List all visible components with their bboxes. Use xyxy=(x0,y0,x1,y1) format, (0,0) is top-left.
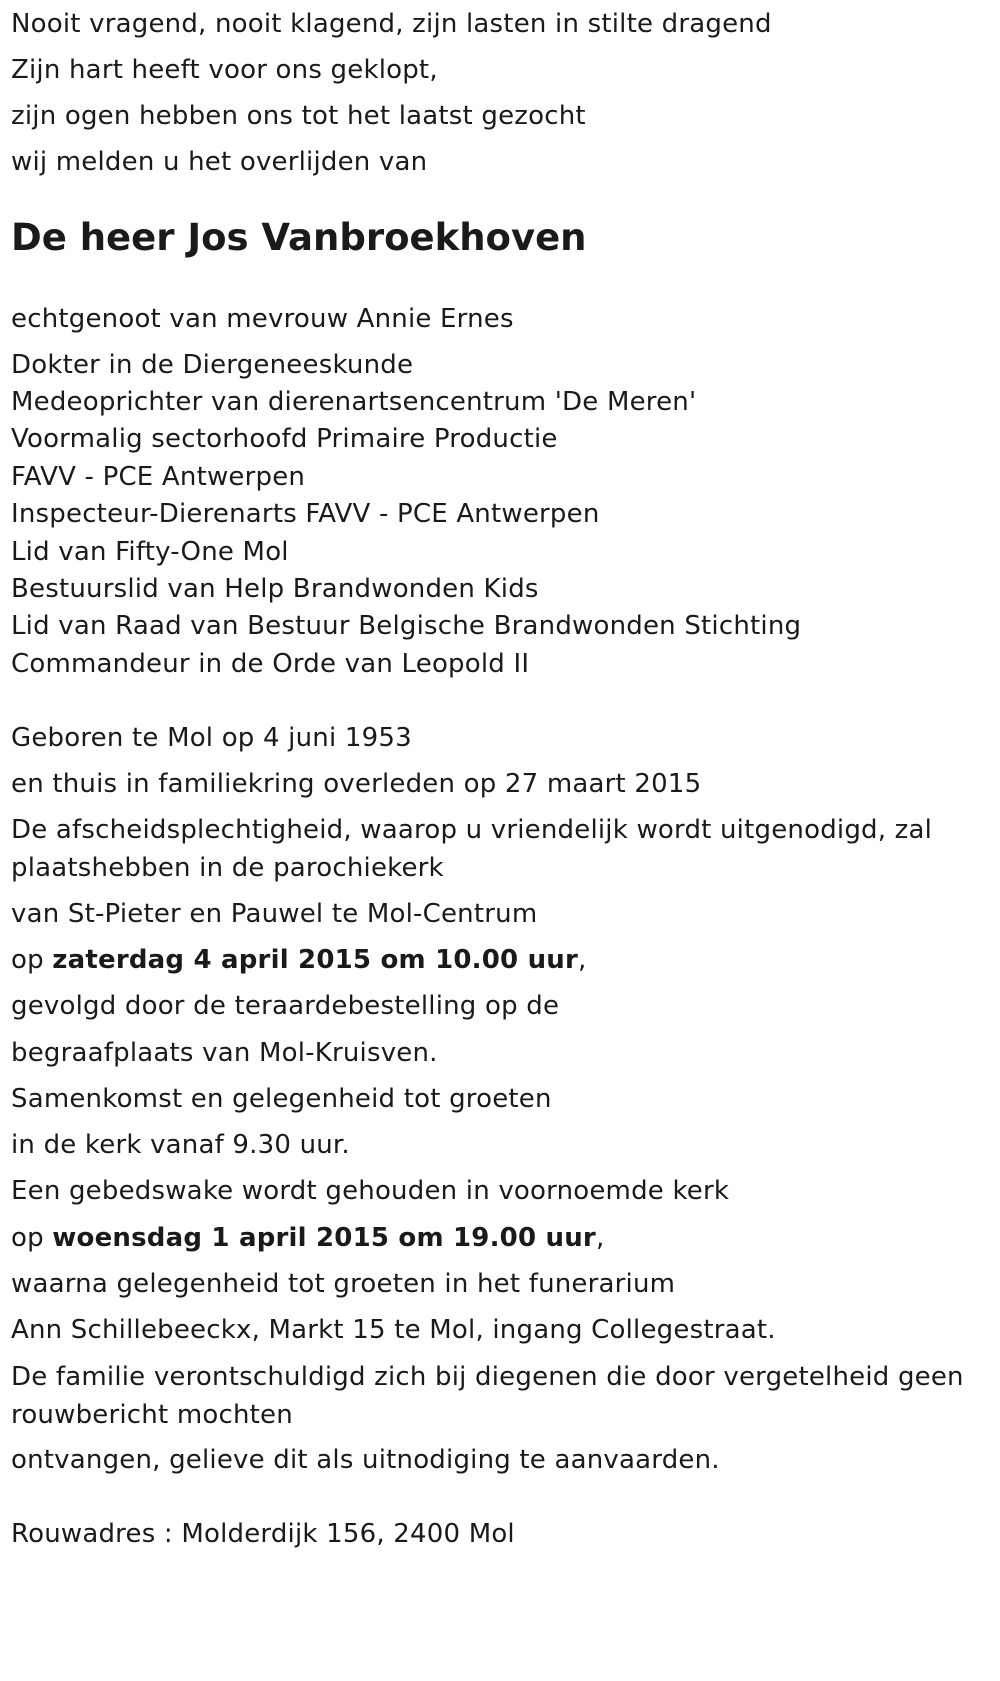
vigil-date-prefix: op xyxy=(11,1223,53,1253)
burial-line-2: begraafplaats van Mol-Kruisven. xyxy=(11,1038,438,1068)
vigil-after-1: waarna gelegenheid tot groeten in het funerarium xyxy=(11,1269,676,1299)
burial-line-1: gevolgd door de teraardebestelling op de xyxy=(11,991,560,1021)
ceremony-date-prefix: op xyxy=(11,945,53,975)
ceremony-date-suffix: , xyxy=(578,945,587,975)
born-line: Geboren te Mol op 4 juni 1953 xyxy=(11,723,412,753)
title-line-9: Commandeur in de Orde van Leopold II xyxy=(11,649,530,679)
intro-line-2: Zijn hart heeft voor ons geklopt, xyxy=(11,55,438,85)
deceased-name: De heer Jos Vanbroekhoven xyxy=(11,216,587,259)
ceremony-date: zaterdag 4 april 2015 om 10.00 uur xyxy=(52,945,579,975)
intro-line-1: Nooit vragend, nooit klagend, zijn lasten in stilte dragend xyxy=(11,9,772,39)
mourning-address: Rouwadres : Molderdijk 156, 2400 Mol xyxy=(11,1519,515,1549)
ceremony-church: van St-Pieter en Pauwel te Mol-Centrum xyxy=(11,899,538,929)
vigil-date: woensdag 1 april 2015 om 19.00 uur xyxy=(52,1223,596,1253)
gathering-line-2: in de kerk vanaf 9.30 uur. xyxy=(11,1130,350,1160)
vigil-date-suffix: , xyxy=(595,1223,605,1253)
vigil-after-2: Ann Schillebeeckx, Markt 15 te Mol, ingang Collegestraat. xyxy=(11,1315,776,1345)
title-line-8: Lid van Raad van Bestuur Belgische Brandwonden Stichting xyxy=(11,611,802,641)
ceremony-intro: De afscheidsplechtigheid, waarop u vriendelijk wordt uitgenodigd, zal plaatshebben in de parochiekerk xyxy=(11,815,933,883)
title-line-7: Bestuurslid van Help Brandwonden Kids xyxy=(11,574,539,604)
title-line-5: Inspecteur-Dierenarts FAVV - PCE Antwerpen xyxy=(11,499,600,529)
spouse-line: echtgenoot van mevrouw Annie Ernes xyxy=(11,304,514,334)
title-line-1: Dokter in de Diergeneeskunde xyxy=(11,350,414,380)
gathering-line-1: Samenkomst en gelegenheid tot groeten xyxy=(11,1084,552,1114)
ceremony-date-line xyxy=(11,941,586,979)
apology-line-2: ontvangen, gelieve dit als uitnodiging te aanvaarden. xyxy=(11,1445,720,1475)
title-line-3: Voormalig sectorhoofd Primaire Productie xyxy=(11,424,558,454)
apology-line-1: De familie verontschuldigd zich bij diegenen die door vergetelheid geen rouwbericht mochten xyxy=(11,1362,964,1430)
intro-line-3: zijn ogen hebben ons tot het laatst gezocht xyxy=(11,101,586,131)
vigil-intro: Een gebedswake wordt gehouden in voornoemde kerk xyxy=(11,1176,730,1206)
title-line-4: FAVV - PCE Antwerpen xyxy=(11,462,306,492)
died-line: en thuis in familiekring overleden op 27 maart 2015 xyxy=(11,769,702,799)
title-line-6: Lid van Fifty-One Mol xyxy=(11,537,289,567)
intro-line-4: wij melden u het overlijden van xyxy=(11,147,428,177)
vigil-date-line xyxy=(11,1219,604,1257)
title-line-2: Medeoprichter van dierenartsencentrum 'De Meren' xyxy=(11,387,697,417)
